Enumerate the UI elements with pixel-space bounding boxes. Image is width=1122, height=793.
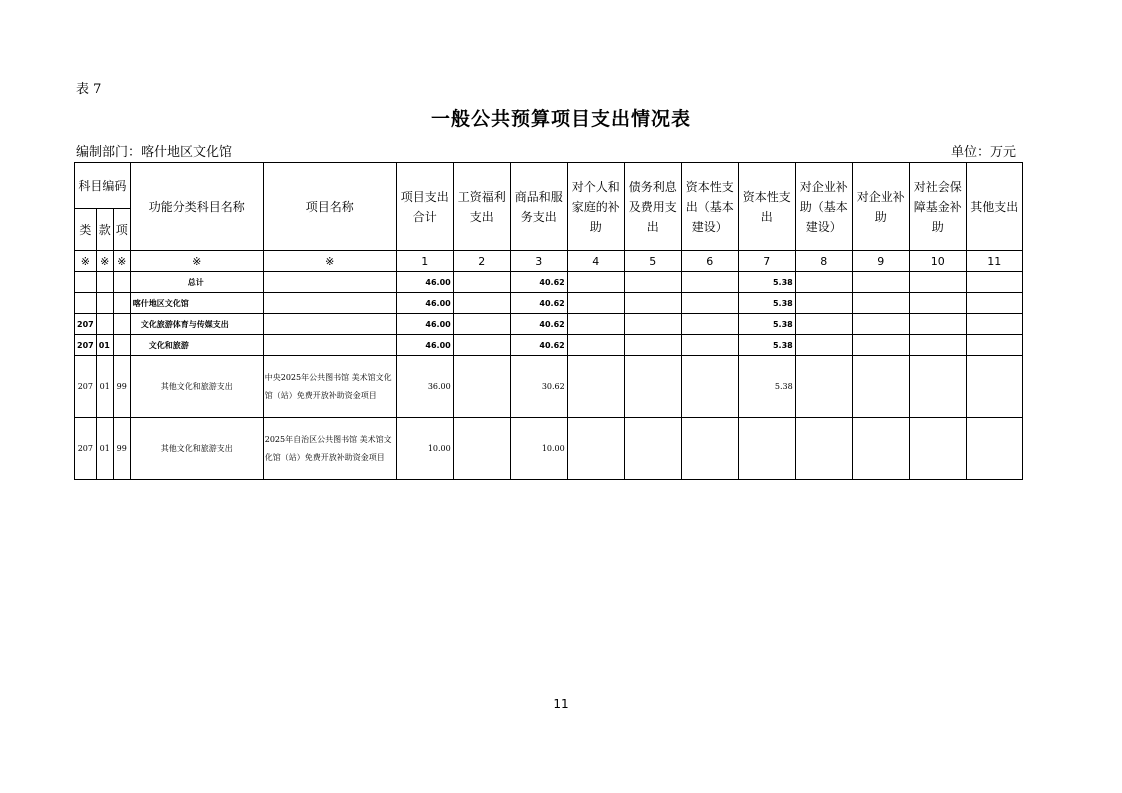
cell-salary [453, 335, 510, 356]
cell-debt [624, 356, 681, 418]
cell-social [909, 293, 966, 314]
cell-other [966, 356, 1022, 418]
cell-ent-basic [795, 356, 852, 418]
cell-social [909, 356, 966, 418]
cell-other [966, 418, 1022, 480]
cell-kuan: 01 [96, 335, 113, 356]
index-cell: 7 [738, 251, 795, 272]
cell-ent [852, 356, 909, 418]
cell-xiang [113, 335, 130, 356]
cell-goods: 40.62 [510, 293, 567, 314]
cell-total: 10.00 [396, 418, 453, 480]
cell-project: 2025年自治区公共图书馆 美术馆文化馆（站）免费开放补助资金项目 [263, 418, 396, 480]
cell-project [263, 335, 396, 356]
cell-total: 46.00 [396, 314, 453, 335]
table-number-label: 表 7 [76, 82, 102, 97]
department-label: 编制部门：喀什地区文化馆 [76, 145, 233, 160]
cell-lei: 207 [75, 335, 97, 356]
cell-social [909, 314, 966, 335]
cell-personal [567, 335, 624, 356]
cell-cap-basic [681, 314, 738, 335]
cell-salary [453, 314, 510, 335]
header-other: 其他支出 [966, 163, 1022, 251]
page-number: 11 [553, 697, 569, 711]
cell-personal [567, 272, 624, 293]
cell-total: 36.00 [396, 356, 453, 418]
index-cell: 1 [396, 251, 453, 272]
index-cell: 11 [966, 251, 1022, 272]
header-xiang: 项 [113, 209, 130, 251]
cell-capital: 5.38 [738, 314, 795, 335]
cell-project [263, 314, 396, 335]
cell-capital: 5.38 [738, 335, 795, 356]
header-debt: 债务利息 及费用支 出 [624, 163, 681, 251]
cell-other [966, 335, 1022, 356]
cell-ent-basic [795, 272, 852, 293]
header-func-name: 功能分类科目名称 [130, 163, 263, 251]
budget-table [74, 162, 1023, 480]
cell-ent-basic [795, 335, 852, 356]
index-cell: 5 [624, 251, 681, 272]
cell-ent-basic [795, 314, 852, 335]
cell-ent-basic [795, 293, 852, 314]
cell-func: 文化和旅游 [130, 335, 263, 356]
header-kuan: 款 [96, 209, 113, 251]
table-row [75, 356, 1023, 418]
cell-cap-basic [681, 418, 738, 480]
cell-salary [453, 293, 510, 314]
cell-capital: 5.38 [738, 293, 795, 314]
cell-func: 喀什地区文化馆 [130, 293, 263, 314]
cell-xiang [113, 293, 130, 314]
index-cell: ※ [75, 251, 97, 272]
cell-lei [75, 272, 97, 293]
cell-kuan [96, 272, 113, 293]
cell-total: 46.00 [396, 293, 453, 314]
cell-capital [738, 418, 795, 480]
cell-other [966, 293, 1022, 314]
header-enterprise: 对企业补 助 [852, 163, 909, 251]
cell-debt [624, 314, 681, 335]
cell-project: 中央2025年公共图书馆 美术馆文化馆（站）免费开放补助资金项目 [263, 356, 396, 418]
cell-total: 46.00 [396, 335, 453, 356]
header-capital: 资本性支 出 [738, 163, 795, 251]
header-social: 对社会保 障基金补 助 [909, 163, 966, 251]
cell-func: 其他文化和旅游支出 [130, 356, 263, 418]
header-personal: 对个人和 家庭的补 助 [567, 163, 624, 251]
cell-ent [852, 418, 909, 480]
cell-project [263, 293, 396, 314]
index-cell: 3 [510, 251, 567, 272]
index-cell: 6 [681, 251, 738, 272]
cell-total: 46.00 [396, 272, 453, 293]
page-title: 一般公共预算项目支出情况表 [430, 108, 691, 130]
cell-goods: 40.62 [510, 335, 567, 356]
cell-debt [624, 293, 681, 314]
cell-xiang [113, 314, 130, 335]
cell-kuan [96, 314, 113, 335]
cell-func: 其他文化和旅游支出 [130, 418, 263, 480]
table-row [75, 293, 1023, 314]
cell-personal [567, 293, 624, 314]
cell-debt [624, 418, 681, 480]
cell-salary [453, 272, 510, 293]
cell-debt [624, 335, 681, 356]
header-enterprise-basic: 对企业补 助（基本 建设） [795, 163, 852, 251]
header-lei: 类 [75, 209, 97, 251]
cell-xiang [113, 272, 130, 293]
cell-lei [75, 293, 97, 314]
cell-capital: 5.38 [738, 272, 795, 293]
cell-social [909, 335, 966, 356]
index-cell: 4 [567, 251, 624, 272]
cell-capital: 5.38 [738, 356, 795, 418]
cell-ent [852, 293, 909, 314]
cell-func: 文化旅游体育与传媒支出 [130, 314, 263, 335]
cell-kuan: 01 [96, 418, 113, 480]
cell-cap-basic [681, 272, 738, 293]
cell-cap-basic [681, 356, 738, 418]
header-project-name: 项目名称 [263, 163, 396, 251]
header-salary: 工资福利 支出 [453, 163, 510, 251]
cell-goods: 10.00 [510, 418, 567, 480]
index-cell: ※ [113, 251, 130, 272]
cell-ent-basic [795, 418, 852, 480]
cell-lei: 207 [75, 314, 97, 335]
cell-xiang: 99 [113, 356, 130, 418]
cell-lei: 207 [75, 418, 97, 480]
cell-goods: 30.62 [510, 356, 567, 418]
cell-goods: 40.62 [510, 272, 567, 293]
cell-project [263, 272, 396, 293]
cell-ent [852, 272, 909, 293]
cell-salary [453, 356, 510, 418]
index-cell: 8 [795, 251, 852, 272]
cell-xiang: 99 [113, 418, 130, 480]
unit-label: 单位：万元 [950, 145, 1016, 160]
table-row [75, 314, 1023, 335]
table-row [75, 335, 1023, 356]
cell-personal [567, 314, 624, 335]
cell-social [909, 418, 966, 480]
cell-kuan: 01 [96, 356, 113, 418]
table-row [75, 418, 1023, 480]
cell-personal [567, 418, 624, 480]
table-row [75, 272, 1023, 293]
cell-cap-basic [681, 293, 738, 314]
cell-kuan [96, 293, 113, 314]
header-goods: 商品和服 务支出 [510, 163, 567, 251]
index-cell: 9 [852, 251, 909, 272]
cell-other [966, 314, 1022, 335]
header-capital-basic: 资本性支 出（基本 建设） [681, 163, 738, 251]
cell-social [909, 272, 966, 293]
cell-other [966, 272, 1022, 293]
cell-debt [624, 272, 681, 293]
header-total: 项目支出 合计 [396, 163, 453, 251]
cell-ent [852, 335, 909, 356]
index-cell: 10 [909, 251, 966, 272]
cell-func: 总计 [130, 272, 263, 293]
cell-ent [852, 314, 909, 335]
cell-goods: 40.62 [510, 314, 567, 335]
cell-lei: 207 [75, 356, 97, 418]
header-subject-code: 科目编码 [75, 163, 131, 209]
cell-salary [453, 418, 510, 480]
index-cell: ※ [130, 251, 263, 272]
cell-personal [567, 356, 624, 418]
cell-cap-basic [681, 335, 738, 356]
index-cell: 2 [453, 251, 510, 272]
index-cell: ※ [96, 251, 113, 272]
index-cell: ※ [263, 251, 396, 272]
